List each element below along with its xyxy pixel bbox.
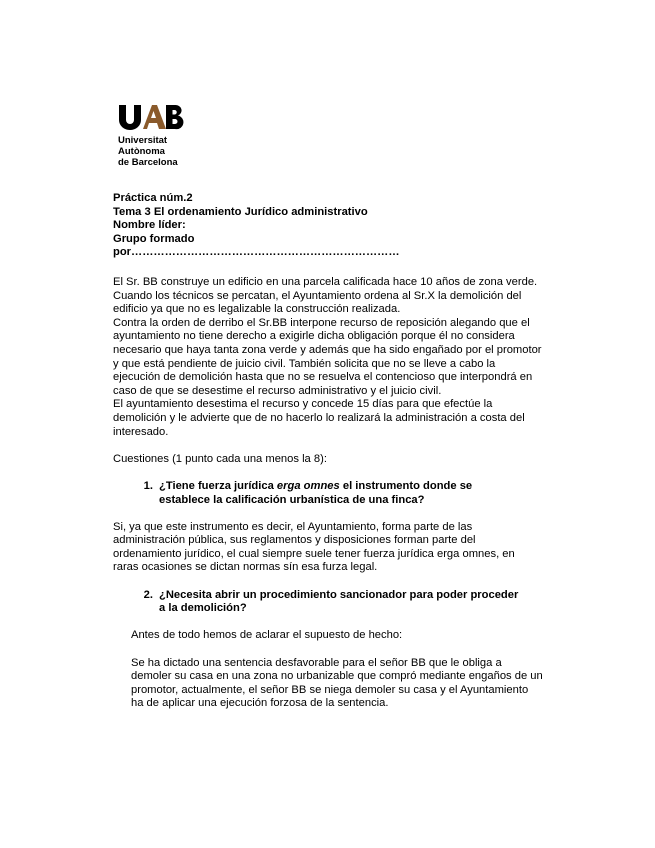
question-2 (113, 589, 543, 616)
leader-name-label: Nombre líder: (113, 219, 186, 232)
logo-name-line: de Barcelona (118, 157, 178, 168)
intro-paragraph: Contra la orden de derribo el Sr.BB interpone recurso de reposición alegando que el ayuntamiento no tiene derecho a exigirle dicha obligación porque él no considera necesario que haya tanta zona verde y además que ha sido engañado por el promotor y que está pendiente de juicio civil. También solicita que no se lleve a cabo la ejecución de demolición hasta que no se resuelva el contencioso que interpondrá en caso de que se desestime el recurso administrativo y el juicio civil. (113, 316, 542, 397)
question-text: ¿Tiene fuerza jurídica erga omnes el instrumento donde se establece la calificación urbanística de una finca? (159, 479, 473, 506)
question-emphasis: erga omnes (276, 479, 340, 492)
intro-paragraph: Cuando los técnicos se percatan, el Ayuntamiento ordena al Sr.X la demolición del edificio ya que no es legalizable la construcción realizada. (113, 289, 522, 316)
uab-logo (118, 104, 198, 168)
logo-name-line: Autònoma (118, 146, 165, 157)
cuestiones-label: Cuestiones (1 punto cada una menos la 8): (113, 452, 327, 465)
group-members-line: por……………………………………………………………… (113, 246, 400, 259)
practice-header (113, 192, 400, 260)
topic-title: Tema 3 El ordenamiento Jurídico administrativo (113, 205, 368, 218)
answer-2-intro: Antes de todo hemos de aclarar el supuesto de hecho: (131, 629, 403, 642)
document-body (113, 276, 543, 711)
intro-paragraph: El ayuntamiento desestima el recurso y concede 15 días para que efectúe la demolición y le advierte que de no hacerlo lo realizará la administración a costa del interesado. (113, 398, 525, 438)
question-text: ¿Necesita abrir un procedimiento sancionador para poder proceder a la demolición? (159, 588, 519, 615)
logo-name-line: Universitat (118, 135, 168, 146)
answer-2-facts: Se ha dictado una sentencia desfavorable para el señor BB que le obliga a demoler su casa en una zona no urbanizable que compró mediante engaños de un promotor, actualmente, el señor BB se niega demoler su casa y el Ayuntamiento ha de aplicar una ejecución forzosa de la sentencia. (131, 656, 543, 710)
uab-logo-name (118, 135, 198, 168)
question-1 (113, 480, 543, 507)
uab-logo-graphic (118, 104, 184, 130)
question-number: 2. (143, 588, 153, 601)
intro-paragraph: El Sr. BB construye un edificio en una parcela calificada hace 10 años de zona verde. (113, 276, 538, 288)
question-number: 1. (143, 479, 153, 492)
group-label: Grupo formado (113, 232, 195, 245)
practice-number: Práctica núm.2 (113, 192, 193, 204)
uab-logo-mark (118, 104, 198, 130)
answer-1: Si, ya que este instrumento es decir, el Ayuntamiento, forma parte de las administración pública, sus reglamentos y disposiciones forman parte del ordenamiento jurídico, el cual siempre suele tener fuerza jurídica erga omnes, en raras ocasiones se dictan normas sín esa furza legal. (113, 520, 515, 574)
